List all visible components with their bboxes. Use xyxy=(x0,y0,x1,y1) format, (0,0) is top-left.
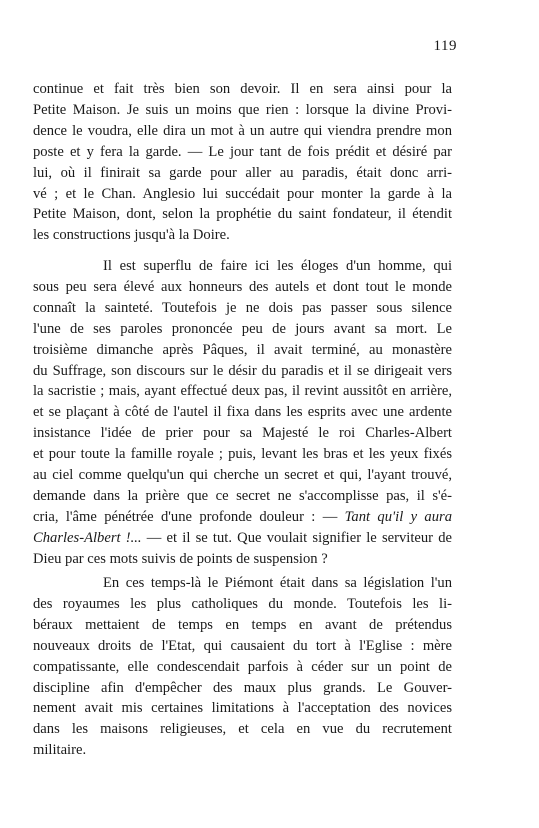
text-line: béraux mettaient de temps en temps en avant de prétendus xyxy=(33,616,452,633)
text-line: lui, où il finirait sa garde pour aller au paradis, était donc arri- xyxy=(33,164,452,181)
text-line: l'une de ses paroles prononcée peu de jours avant sa mort. Le xyxy=(33,320,452,337)
text-line: En ces temps-là le Piémont était dans sa législation l'un xyxy=(103,575,452,591)
text-line: insistance l'idée de prier pour sa Majesté le roi Charles-Albert xyxy=(33,425,452,442)
text-line: Petite Maison, dont, selon la prophétie du saint fondateur, il étendit xyxy=(33,206,452,223)
text-line: vé ; et le Chan. Anglesio lui succédait pour monter la garde à la xyxy=(33,185,452,202)
text-segment: — et il se tut. Que voulait signifier le serviteur de xyxy=(146,529,452,546)
text-line: Petite Maison. Je suis un moins que rien : lorsque la divine Provi- xyxy=(33,101,452,118)
text-line: dans les maisons religieuses, et cela en vue du recrutement xyxy=(33,721,452,738)
paragraph-3 xyxy=(33,573,452,761)
text-line: demande dans la prière que ce secret ne s'accomplisse pas, il s'é- xyxy=(33,487,452,504)
text-line: et se plaçant à côté de l'autel il fixa dans les esprits avec une ardente xyxy=(33,404,452,421)
text-line: discipline afin d'empêcher des maux plus grands. Le Gouver- xyxy=(33,679,452,696)
quote-text: Tant qu'il y aura xyxy=(344,508,453,525)
text-line xyxy=(33,507,452,528)
text-line: Dieu par ces mots suivis de points de suspension ? xyxy=(33,550,328,567)
quote-text: Charles-Albert !... xyxy=(33,529,142,546)
text-line: connaît la sainteté. Toutefois je ne dois pas passer sous silence xyxy=(33,299,452,316)
text-line: la sacristie ; mais, ayant effectué deux pas, il revint aussitôt en arrière, xyxy=(33,383,452,400)
text-line: Il est superflu de faire ici les éloges d'un homme, qui xyxy=(103,258,452,274)
text-line: nouveaux droits de l'Etat, qui causaient du tort à l'Eglise : mère xyxy=(33,637,452,654)
text-line: du Suffrage, son discours sur le désir du paradis et il se dirigeait vers xyxy=(33,362,452,379)
text-line: nement avait mis certaines limitations à l'acceptation des novices xyxy=(33,700,452,717)
text-line: dence le voudra, elle dira un mot à un autre qui viendra prendre mon xyxy=(33,122,452,139)
text-line: des royaumes les plus catholiques du monde. Toutefois les li- xyxy=(33,595,452,612)
text-line xyxy=(33,528,452,549)
text-line: continue et fait très bien son devoir. Il en sera ainsi pour la xyxy=(33,81,452,97)
text-line: compatissante, elle condescendait parfois à céder sur un point de xyxy=(33,658,452,675)
text-line: militaire. xyxy=(33,742,87,759)
text-line: les constructions jusqu'à la Doire. xyxy=(33,227,230,244)
text-line: troisième dimanche après Pâques, il avait terminé, au monastère xyxy=(33,341,452,358)
paragraph-1 xyxy=(33,79,452,246)
text-line: poste et y fera la garde. — Le jour tant de fois prédit et désiré par xyxy=(33,143,452,160)
text-line: sous peu sera élevé aux honneurs des autels et dont tout le monde xyxy=(33,278,452,295)
text-segment: cria, l'âme pénétrée d'une profonde douleur : — xyxy=(33,508,338,525)
page-number: 119 xyxy=(433,38,457,54)
paragraph-2 xyxy=(33,256,452,570)
text-line: au ciel comme quelqu'un qui cherche un secret et qui, l'ayant trouvé, xyxy=(33,467,452,484)
text-line: et pour toute la famille royale ; puis, levant les bras et les yeux fixés xyxy=(33,446,452,463)
